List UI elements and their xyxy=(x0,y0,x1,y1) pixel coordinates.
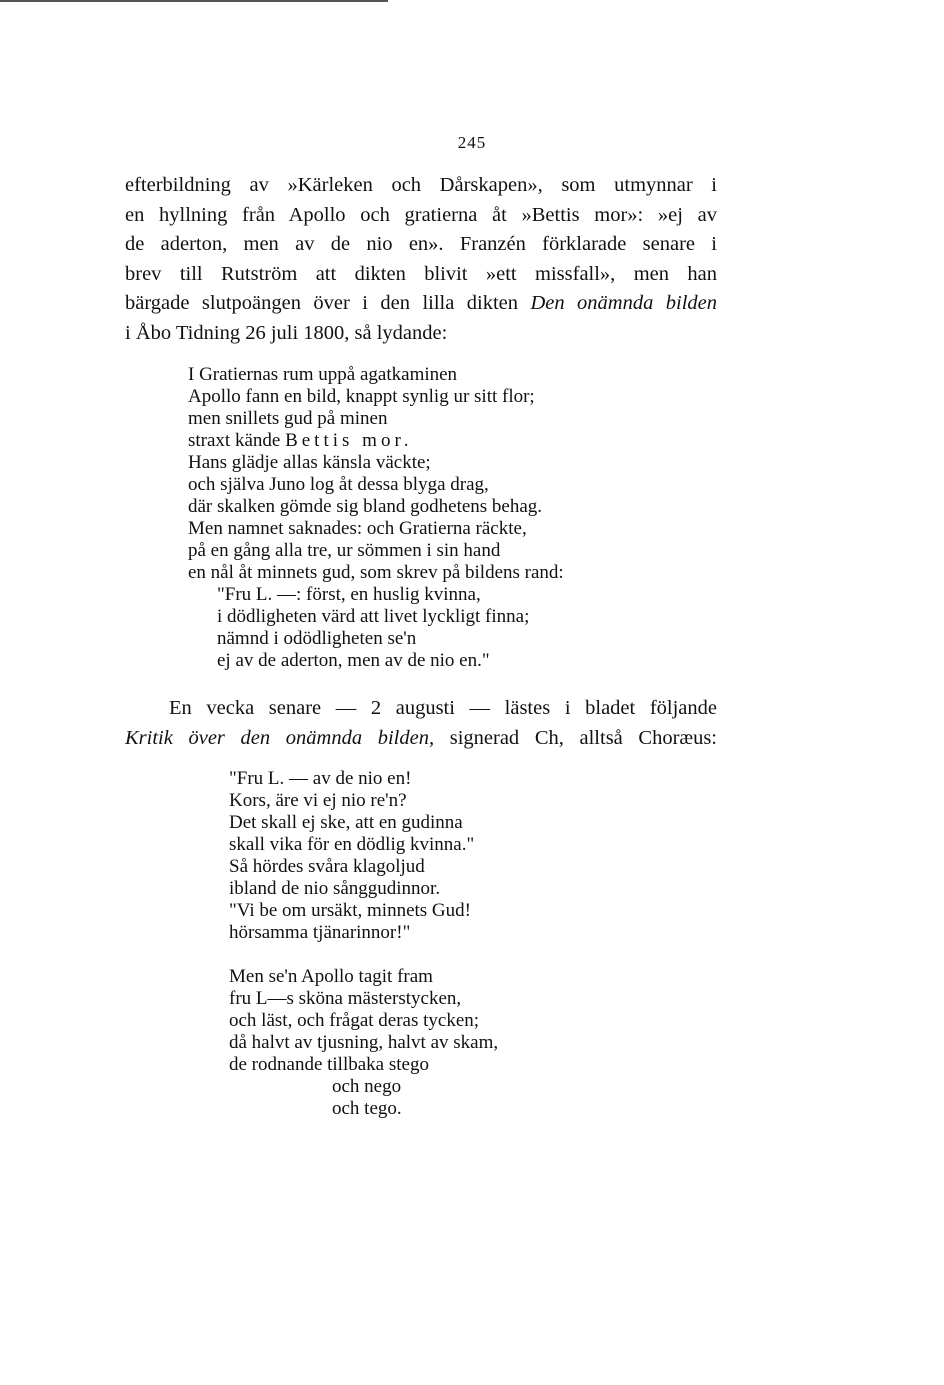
verse-line: och nego xyxy=(332,1076,402,1097)
paragraph-2 xyxy=(125,694,717,753)
verse-line: och läst, och frågat deras tycken; xyxy=(229,1010,480,1031)
verse-line: nämnd i odödligheten se'n xyxy=(217,628,417,649)
paragraph-line: i Åbo Tidning 26 juli 1800, så lydande: xyxy=(125,321,448,344)
paragraph-1 xyxy=(125,171,717,349)
verse-line-with-name xyxy=(188,430,564,452)
spaced-name: Bettis mor. xyxy=(285,430,413,451)
verse-line: Men namnet saknades: och Gratierna räckte, xyxy=(188,518,527,539)
verse-line: ej av de aderton, men av de nio en." xyxy=(217,650,490,671)
verse-line: skall vika för en dödlig kvinna." xyxy=(229,834,475,855)
paragraph-line: En vecka senare — 2 augusti — lästes i bladet följande xyxy=(169,697,717,719)
paragraph-line-with-title xyxy=(125,289,717,319)
verse-line: i dödligheten värd att livet lyckligt finna; xyxy=(217,606,530,627)
verse-line: fru L—s sköna mästerstycken, xyxy=(229,988,462,1009)
verse-line: där skalken gömde sig bland godhetens behag. xyxy=(188,496,543,517)
paragraph-line: efterbildning av »Kärleken och Dårskapen», som utmynnar i xyxy=(125,174,717,196)
top-rule xyxy=(0,0,388,2)
page-number: 245 xyxy=(457,133,487,152)
verse-line: på en gång alla tre, ur sömmen i sin hand xyxy=(188,540,501,561)
verse-line: Så hördes svåra klagoljud xyxy=(229,856,425,877)
verse-line: ibland de nio sånggudinnor. xyxy=(229,878,441,899)
critique-title: Kritik över den onämnda bilden, xyxy=(125,726,435,749)
poem-title: Den onämnda bilden xyxy=(530,292,717,315)
verse-line: Men se'n Apollo tagit fram xyxy=(229,966,433,987)
paragraph-line: en hyllning från Apollo och gratierna åt »Bettis mor»: »ej av xyxy=(125,203,717,226)
verse-line: en nål åt minnets gud, som skrev på bildens rand: xyxy=(188,562,564,583)
verse-line: då halvt av tjusning, halvt av skam, xyxy=(229,1032,499,1053)
verse-line: Det skall ej ske, att en gudinna xyxy=(229,812,463,833)
verse-line: de rodnande tillbaka stego xyxy=(229,1054,429,1075)
verse-line: "Fru L. — av de nio en! xyxy=(229,768,412,789)
poem-2 xyxy=(229,768,498,1120)
verse-line: och själva Juno log åt dessa blyga drag, xyxy=(188,474,489,495)
poem-1 xyxy=(188,364,564,672)
paragraph-text: bärgade slutpoängen över i den lilla dikten xyxy=(125,292,518,315)
verse-line: I Gratiernas rum uppå agatkaminen xyxy=(188,364,458,385)
verse-line: "Fru L. —: först, en huslig kvinna, xyxy=(217,584,481,605)
paragraph-line: de aderton, men av de nio en». Franzén förklarade senare i xyxy=(125,233,717,256)
paragraph-line: brev till Rutström att dikten blivit »ett missfall», men han xyxy=(125,262,717,285)
verse-line: "Vi be om ursäkt, minnets Gud! xyxy=(229,900,471,921)
verse-line: och tego. xyxy=(332,1098,402,1119)
verse-line: hörsamma tjänarinnor!" xyxy=(229,922,411,943)
verse-line: Hans glädje allas känsla väckte; xyxy=(188,452,431,473)
verse-line: Apollo fann en bild, knappt synlig ur sitt flor; xyxy=(188,386,535,407)
verse-text: straxt kände xyxy=(188,430,281,451)
stanza-gap xyxy=(229,944,498,966)
verse-line: Kors, äre vi ej nio re'n? xyxy=(229,790,407,811)
paragraph-line-with-title xyxy=(125,724,717,754)
paragraph-text: signerad Ch, alltså Choræus: xyxy=(449,726,718,749)
verse-line: men snillets gud på minen xyxy=(188,408,388,429)
